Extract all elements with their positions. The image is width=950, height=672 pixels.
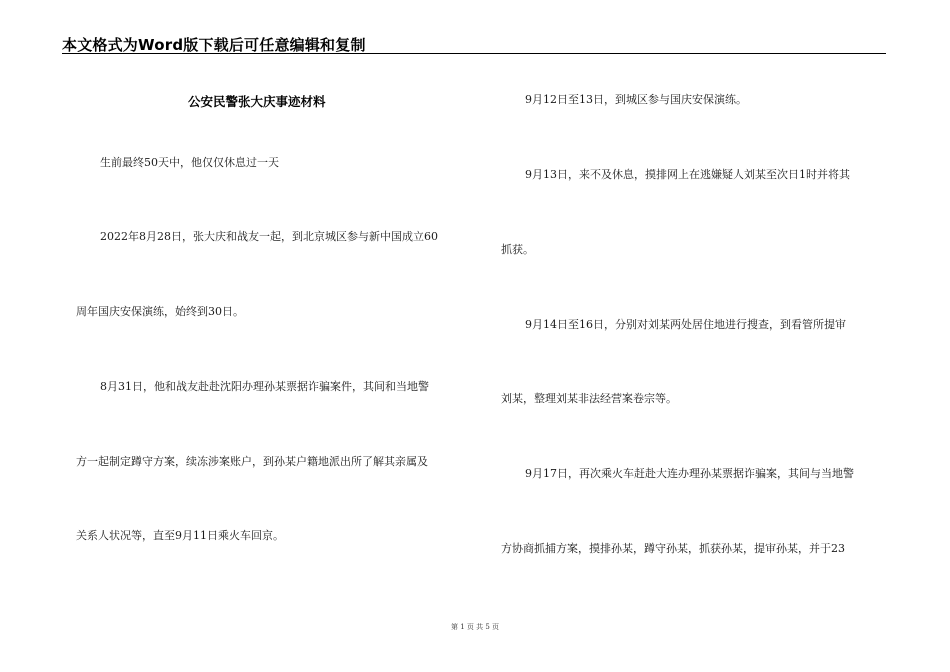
paragraph-line: 9月13日，来不及休息，摸排网上在逃嫌疑人刘某至次日1时并将其 — [525, 168, 850, 181]
paragraph-line: 8月31日，他和战友赴赴沈阳办理孙某票据诈骗案件，其间和当地警 — [100, 380, 429, 393]
paragraph-line: 抓获。 — [501, 243, 534, 256]
paragraph-line: 刘某，整理刘某非法经营案卷宗等。 — [501, 392, 677, 405]
paragraph-line: 方一起制定蹲守方案，续冻涉案账户，到孙某户籍地派出所了解其亲属及 — [76, 455, 428, 468]
header-banner: 本文格式为Word版下载后可任意编辑和复制 — [62, 36, 366, 54]
header-divider — [62, 53, 886, 54]
paragraph-line: 9月17日，再次乘火车赶赴大连办理孙某票据诈骗案，其间与当地警 — [525, 467, 854, 480]
paragraph-line: 方协商抓捕方案，摸排孙某，蹲守孙某，抓获孙某，提审孙某，并于23 — [501, 542, 845, 555]
paragraph-line: 关系人状况等，直至9月11日乘火车回京。 — [76, 529, 284, 542]
document-title: 公安民警张大庆事迹材料 — [188, 94, 326, 109]
paragraph-line: 9月14日至16日，分别对刘某两处居住地进行搜查，到看管所提审 — [525, 318, 846, 331]
paragraph-line: 周年国庆安保演练，始终到30日。 — [76, 305, 244, 318]
paragraph-line: 9月12日至13日，到城区参与国庆安保演练。 — [525, 93, 747, 106]
paragraph-line: 2022年8月28日，张大庆和战友一起，到北京城区参与新中国成立60 — [100, 230, 438, 243]
paragraph-line: 生前最终50天中，他仅仅休息过一天 — [100, 156, 279, 169]
page-indicator: 第 1 页 共 5 页 — [450, 623, 500, 631]
